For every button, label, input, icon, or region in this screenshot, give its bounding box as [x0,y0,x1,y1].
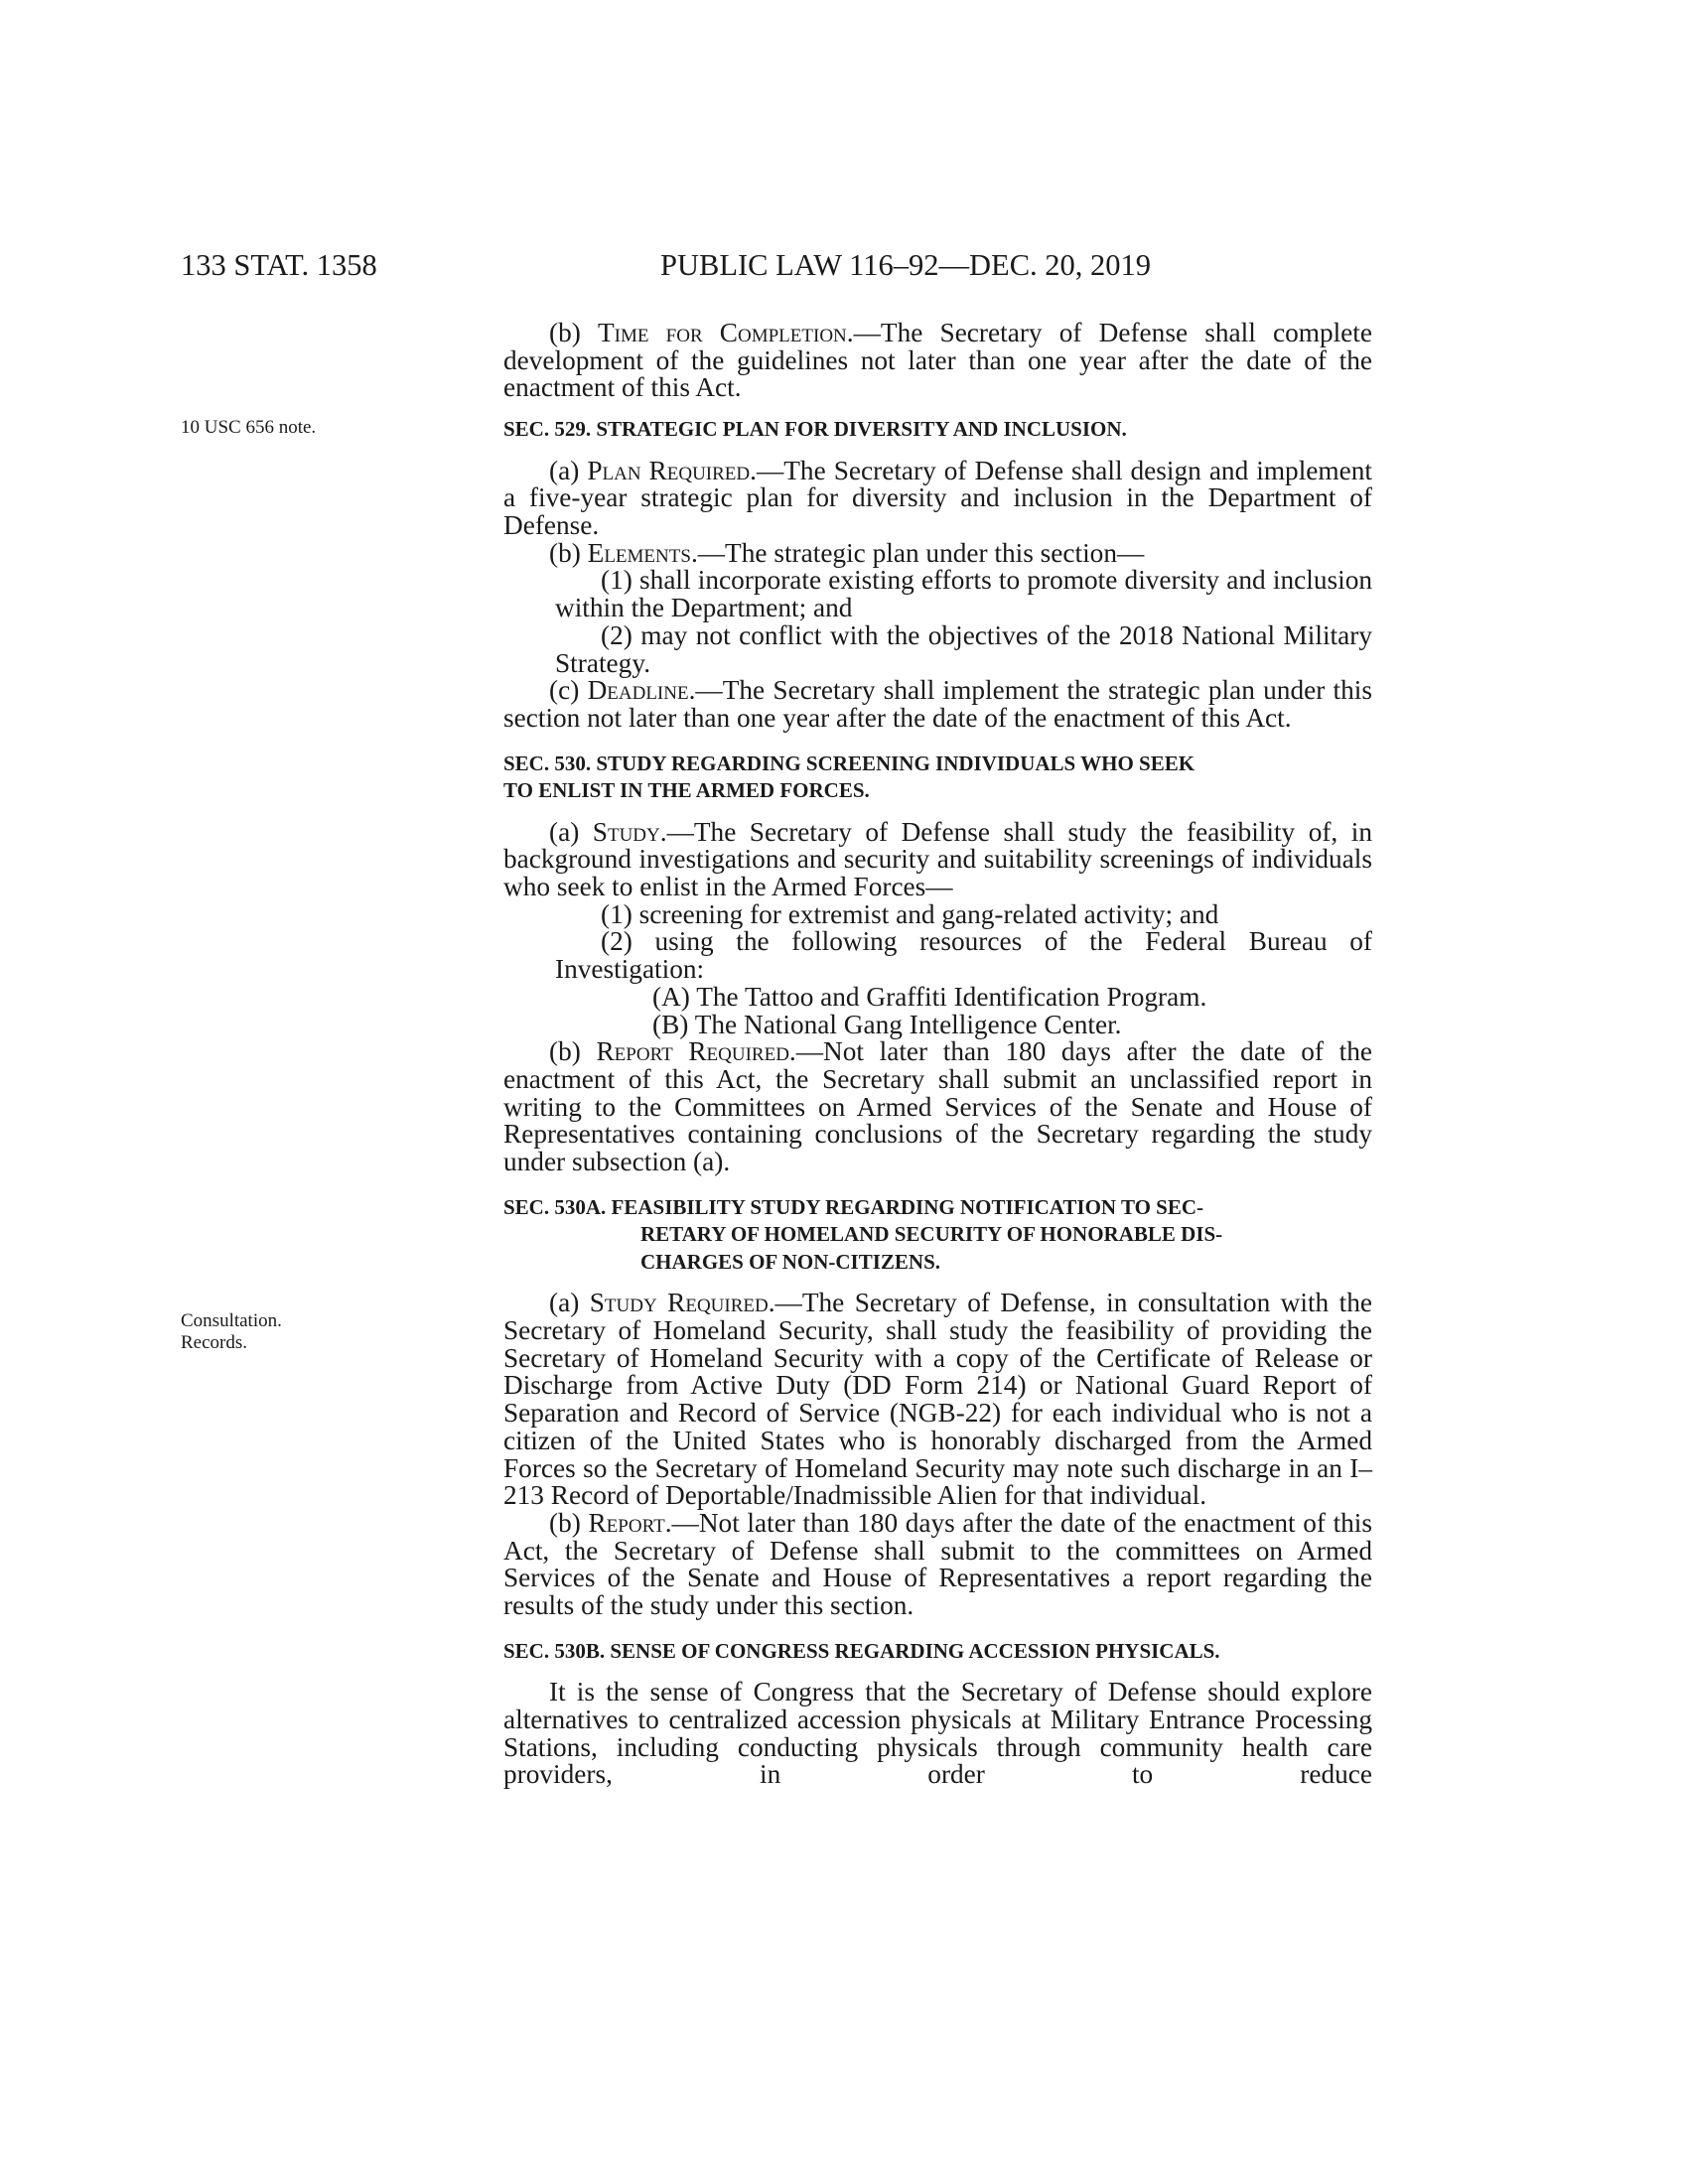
sec-530-paragraph-2: (2) using the following resources of the Federal Bureau of Investigation: [555,926,1372,985]
subsection-heading: Deadline [587,675,689,706]
subsection-heading: Report [588,1507,665,1538]
subsection-heading: Study Required [589,1288,769,1318]
sec-530a-subsection-a: (a) Study Required.—The Secretary of Defense, in consultation with the Secretary of Homeland Security, shall study the feasibility of providing the Secretary of Homeland Security with a copy of the Certificate of Release or Discharge from Active Duty (DD Form 214) or National Guard Report of Separation and Record of Service (NGB-22) for each individual who is not a citizen of the United States who is honorably discharged from the Armed Forces so the Secretary of Homeland Security may note such discharge in an I–213 Record of Deportable/Inadmissible Alien for that individual. [503,1288,1372,1511]
sec-529-subsection-c: (c) Deadline.—The Secretary shall implement the strategic plan under this section not later than one year after the date of the enactment of this Act. [503,675,1372,733]
sec-530-paragraph-1: (1) screening for extremist and gang-related activity; and [601,898,1219,929]
sec-530-subsection-a: (a) Study.—The Secretary of Defense shall study the feasibility of, in background investigations and security and suitability screenings of individuals who seek to enlist in the Armed Forces— [503,816,1372,902]
sec-529-subsection-b: (b) Elements.—The strategic plan under this section— [549,537,1145,568]
running-header [0,248,1688,288]
sec-530-subparagraph-b: (B) The National Gang Intelligence Center. [652,1009,1122,1039]
subsection-heading: Study [592,816,660,847]
sec-530-subsection-b: (b) Report Required.—Not later than 180 days after the date of the enactment of this Act, the Secretary shall submit an unclassified report in writing to the Committees on Armed Services of the Senate and House of Representatives containing conclusions of the Secretary regarding the study under subsection (a). [503,1036,1372,1177]
sec-530-subparagraph-a: (A) The Tattoo and Graffiti Identification Program. [652,981,1207,1012]
subsection-heading: Report Required [596,1036,789,1067]
sec-530b-heading: SEC. 530B. SENSE OF CONGRESS REGARDING ACCESSION PHYSICALS. [503,1638,1220,1663]
sec-530-heading: SEC. 530. STUDY REGARDING SCREENING INDIVIDUALS WHO SEEK TO ENLIST IN THE ARMED FORCES. [503,751,1196,803]
sec-530a-subsection-b: (b) Report.—Not later than 180 days after the date of the enactment of this Act, the Secretary of Defense shall submit to the committees on Armed Services of the Senate and House of Representatives a report regarding the results of the study under this section. [503,1507,1373,1621]
sec-530b-text: It is the sense of Congress that the Secretary of Defense should explore alternatives to centralized accession physicals at Military Entrance Processing Stations, including conducting physicals through community health care providers, in order to reduce [503,1677,1372,1790]
margin-note-records: Records. [181,1332,248,1353]
subsection-heading: Plan Required [587,455,751,485]
sec-528-subsection-b: (b) Time for Completion.—The Secretary of Defense shall complete development of the guidelines not later than one year after the date of the enactment of this Act. [503,318,1372,403]
margin-note-consultation: Consultation. [181,1310,282,1331]
sec-529-paragraph-2: (2) may not conflict with the objectives of the 2018 National Military Strategy. [555,619,1372,678]
sec-529-paragraph-1: (1) shall incorporate existing efforts to promote diversity and inclusion within the Department; and [555,565,1372,623]
subsection-heading: Elements [587,537,691,568]
sec-529-subsection-a: (a) Plan Required.—The Secretary of Defense shall design and implement a five-year strategic plan for diversity and inclusion in the Department of Defense. [503,455,1372,541]
sec-529-heading: SEC. 529. STRATEGIC PLAN FOR DIVERSITY AND INCLUSION. [503,417,1127,442]
public-law-citation: PUBLIC LAW 116–92—DEC. 20, 2019 [660,248,1152,282]
sec-530a-heading: SEC. 530A. FEASIBILITY STUDY REGARDING NOTIFICATION TO SEC- RETARY OF HOMELAND SECURITY OF HONORABLE DIS- CHARGES OF NON-CITIZENS. [503,1194,1223,1274]
subsection-heading: Time for Completion [598,318,847,347]
margin-note-usc: 10 USC 656 note. [181,417,317,438]
body-text [503,320,1372,1789]
page-stat-number: 133 STAT. 1358 [181,248,377,282]
